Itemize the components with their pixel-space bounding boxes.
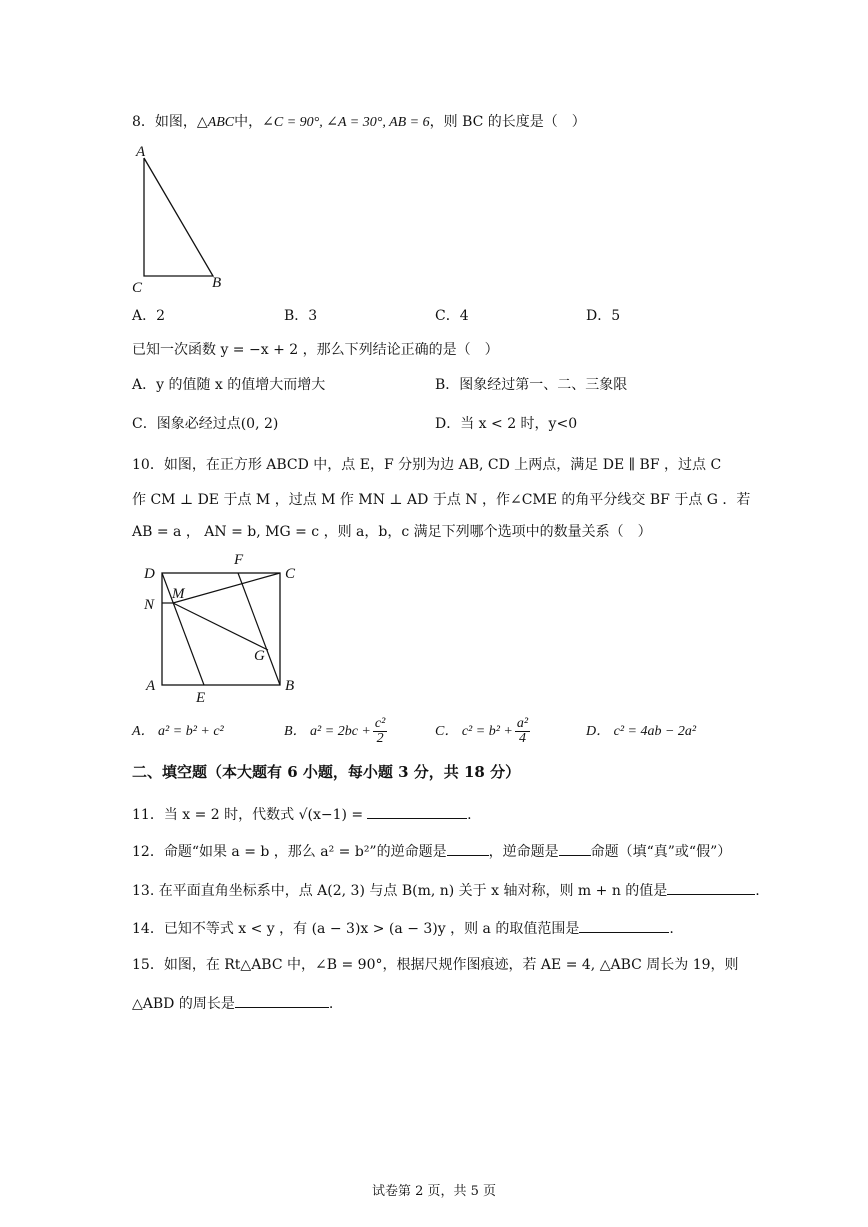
q8-mid: 中，: [234, 114, 263, 130]
q10-label-b: B: [285, 678, 295, 694]
q11-prefix: 11．当 x = 2 时，代数式 √(x−1) =: [132, 807, 364, 823]
q12: [132, 841, 731, 862]
q10-option-d: D． c² = 4ab − 2a²: [586, 724, 697, 739]
q9-stem: 已知一次函数 y = −x + 2 ，那么下列结论正确的是（ ）: [132, 342, 499, 358]
q8-triangle: △ABC: [196, 115, 235, 130]
q10-label-n: N: [144, 597, 155, 613]
q10-option-c-fraction: [515, 717, 530, 746]
q14-blank[interactable]: [579, 918, 669, 933]
q10-option-c-numerator: a²: [516, 716, 529, 732]
q9-option-d: D．当 x < 2 时，y<0: [435, 416, 578, 432]
q8-stem: [132, 112, 586, 133]
q8-option-b: B．3: [284, 308, 318, 324]
q10-option-b-prefix: B． a² = 2bc +: [284, 724, 371, 739]
q10-option-b-denominator: 2: [376, 731, 384, 747]
q15-line1: 15．如图，在 Rt△ABC 中，∠B = 90°，根据尺规作图痕迹，若 AE = 4, △ABC 周长为 19，则: [132, 957, 739, 973]
q10-option-b: [284, 712, 389, 752]
q8-option-c: C．4: [435, 308, 469, 324]
q13-blank[interactable]: [667, 880, 755, 895]
q10-option-c-prefix: C． c² = b² +: [435, 724, 513, 739]
q9-option-c: C．图象必经过点(0, 2): [132, 416, 279, 432]
q8-label-b: B: [212, 275, 222, 291]
q10-label-a: A: [146, 678, 156, 694]
q10-option-b-fraction: [373, 717, 387, 746]
q10-label-g: G: [254, 648, 265, 664]
q10-square-figure: [140, 545, 310, 710]
q12-suffix: 命题（填“真”或“假”）: [590, 844, 732, 860]
q12-blank-2[interactable]: [559, 841, 591, 856]
q12-blank-1[interactable]: [447, 841, 489, 856]
q15-line2-prefix: △ABD 的周长是: [132, 996, 235, 1012]
q8-suffix: ，则 BC 的长度是（ ）: [429, 114, 586, 130]
q8-prefix: 如图，: [154, 114, 197, 130]
q8-number: 8．: [132, 114, 155, 130]
q10-label-d: D: [144, 566, 155, 582]
q11-blank[interactable]: [367, 804, 467, 819]
q14-suffix: .: [669, 921, 674, 937]
q10-option-c: [435, 712, 532, 752]
q11-suffix: .: [467, 807, 472, 823]
q14: [132, 918, 674, 939]
q12-prefix: 12．命题“如果 a = b ，那么 a² = b²”的逆命题是: [132, 844, 447, 860]
section-title: 二、填空题（本大题有 6 小题，每小题 3 分，共 18 分）: [132, 763, 521, 781]
q14-prefix: 14．已知不等式 x < y ，有 (a − 3)x > (a − 3)y ，则 a 的取值范围是: [132, 921, 580, 937]
q12-mid: ，逆命题是: [488, 844, 559, 860]
q15-blank[interactable]: [235, 993, 329, 1008]
q10-stem-line1: 10．如图，在正方形 ABCD 中，点 E，F 分别为边 AB, CD 上两点，满足 DE ∥ BF ，过点 C: [132, 457, 722, 473]
q10-option-a: A． a² = b² + c²: [132, 724, 224, 739]
q8-condition: ∠C = 90°, ∠A = 30°, AB = 6: [262, 115, 430, 130]
q8-label-a: A: [136, 144, 146, 160]
q10-label-m: M: [172, 586, 185, 602]
q8-triangle-figure: [130, 140, 240, 295]
q10-label-c: C: [285, 566, 296, 582]
page-footer: 试卷第 2 页，共 5 页: [371, 1184, 497, 1199]
q10-option-b-numerator: c²: [374, 716, 386, 732]
q10-stem-line3: AB = a ， AN = b, MG = c ，则 a，b，c 满足下列哪个选项中的数量关系（ ）: [132, 524, 652, 540]
q10-stem-line2: 作 CM ⊥ DE 于点 M ，过点 M 作 MN ⊥ AD 于点 N ，作∠CME 的角平分线交 BF 于点 G ．若: [132, 492, 751, 508]
q10-option-c-denominator: 4: [518, 731, 526, 747]
q13: [132, 880, 760, 901]
q8-label-c: C: [132, 280, 143, 296]
q13-suffix: .: [755, 883, 760, 899]
q8-option-d: D．5: [586, 308, 621, 324]
q9-option-b: B．图象经过第一、二、三象限: [435, 377, 628, 393]
q15-line2-suffix: .: [328, 996, 334, 1012]
q10-label-f: F: [234, 552, 244, 568]
q13-prefix: 13. 在平面直角坐标系中，点 A(2, 3) 与点 B(m, n) 关于 x 轴对称，则 m + n 的值是: [132, 883, 668, 899]
q15-line2: [132, 993, 333, 1014]
q8-option-a: A．2: [132, 308, 166, 324]
q11: [132, 804, 472, 825]
q9-option-a: A．y 的值随 x 的值增大而增大: [132, 377, 326, 393]
q10-label-e: E: [196, 690, 206, 706]
